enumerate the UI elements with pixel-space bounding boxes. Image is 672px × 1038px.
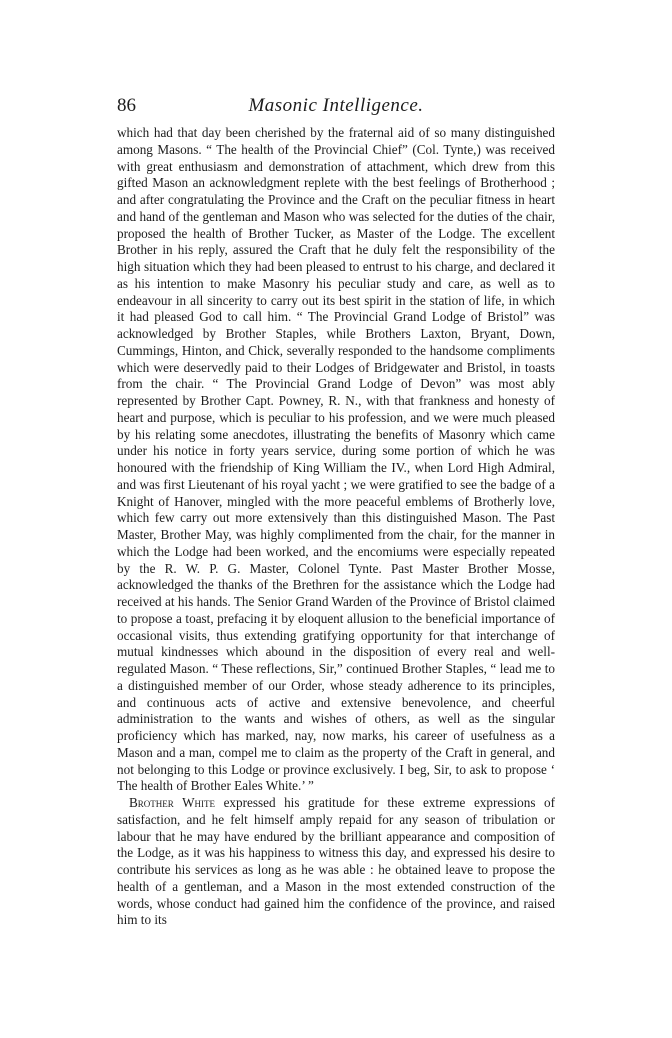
paragraph-2 (117, 795, 555, 929)
journal-title: Masonic Intelligence. (248, 95, 424, 116)
page-number: 86 (117, 95, 136, 116)
running-head (117, 95, 555, 121)
body-text (117, 125, 555, 929)
paragraph-2-text: expressed his gratitude for these extreme expressions of satisfaction, and he felt himself amply repaid for any season of tribulation or labour that he may have endured by the brilliant appearance and composition of the Lodge, as it was his happiness to witness this day, and expressed his desire to contribute his services as long as he was able : he obtained leave to propose the health of a gentleman, and a Mason in the most extended construction of the words, whose conduct had gained him the confidence of the province, and raised him to its (117, 795, 555, 928)
paragraph-1: which had that day been cherished by the fraternal aid of so many distinguished among Masons. “ The health of the Provincial Chief” (Col. Tynte,) was received with great enthusiasm and demonstration of attachment, which drew from this gifted Mason an acknowledgment replete with the best feelings of Brotherhood ; and after congratulating the Province and the Craft on the peculiar fitness in heart and hand of the gentleman and Mason who was selected for the duties of the chair, proposed the health of Brother Tucker, as Master of the Lodge. The excellent Brother in his reply, assured the Craft that he duly felt the responsibility of the high situation which they had been pleased to entrust to his charge, and declared it as his intention to make Masonry his peculiar study and care, as well as to endeavour in all sincerity to carry out its best spirit in the station of life, in which it had pleased God to call him. “ The Provincial Grand Lodge of Bristol” was acknowledged by Brother Staples, while Brothers Laxton, Bryant, Down, Cummings, Hinton, and Chick, severally responded to the handsome compliments which were deservedly paid to their Lodges of Bridgewater and Bristol, in toasts from the chair. “ The Provincial Grand Lodge of Devon” was most ably represented by Brother Capt. Powney, R. N., with that frankness and honesty of heart and purpose, which is peculiar to his profession, and we were much pleased by his relating some anecdotes, illustrating the benefits of Masonry which came under his notice in forty years service, during some portion of which he was honoured with the friendship of King William the IV., when Lord High Admiral, and was first Lieutenant of his royal yacht ; we were gratified to see the badge of a Knight of Hanover, mingled with the more peaceful emblems of Brotherly love, which few carry out more extensively than this distinguished Mason. The Past Master, Brother May, was highly complimented from the chair, for the manner in which the Lodge had been worked, and the encomiums were especially repeated by the R. W. P. G. Master, Colonel Tynte. Past Master Brother Mosse, acknowledged the thanks of the Brethren for the assistance which the Lodge had received at his hands. The Senior Grand Warden of the Province of Bristol claimed to propose a toast, prefacing it by eloquent allusion to the beneficial importance of occasional visits, thus extending gratifying opportunity for that interchange of mutual kindnesses which abound in the disposition of every real and well-regulated Mason. “ These reflections, Sir,” continued Brother Staples, “ lead me to a distinguished member of our Order, whose steady adherence to its principles, and continuous acts of active and extensive benevolence, and cheerful administration to the wants and wishes of others, as well as the singular proficiency which has marked, nay, now marks, his career of usefulness as a Mason and a man, compel me to claim as the property of the Craft in general, and not belonging to this Lodge or province exclusively. I beg, Sir, to ask to propose ‘ The health of Brother Eales White.’ ” (117, 125, 555, 794)
page (117, 95, 555, 929)
paragraph-2-speaker: Brother White (129, 795, 216, 810)
